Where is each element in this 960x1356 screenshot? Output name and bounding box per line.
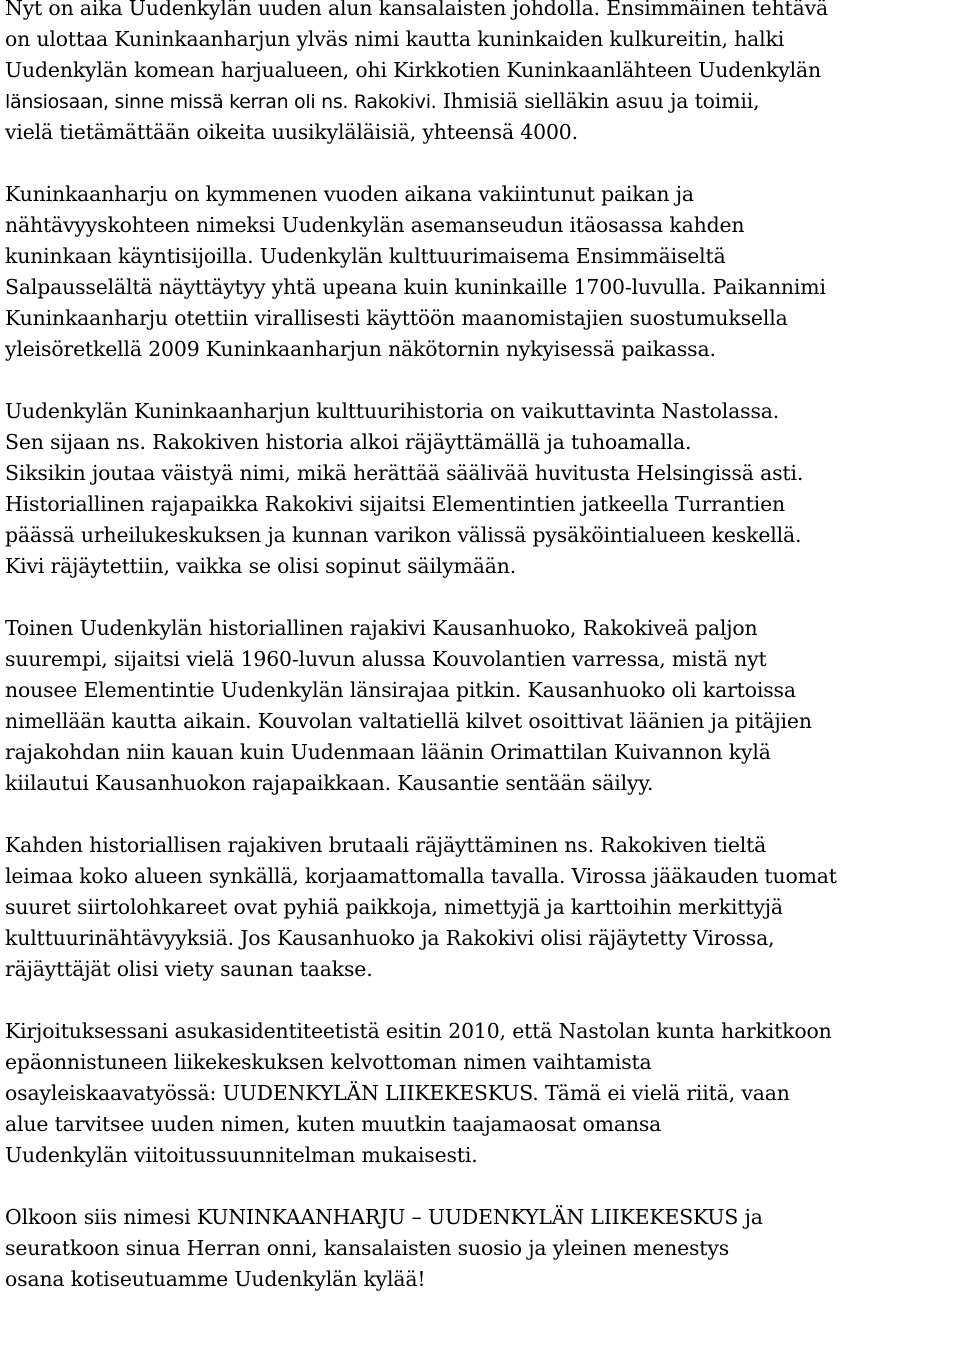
text-line: Kuninkaanharju on kymmenen vuoden aikana vakiintunut paikan ja: [5, 182, 694, 206]
text-line: Siksikin joutaa väistyä nimi, mikä herättää säälivää huvitusta Helsingissä asti.: [5, 461, 804, 485]
text-line: Nyt on aika Uudenkylän uuden alun kansalaisten johdolla. Ensimmäinen tehtävä: [5, 0, 828, 20]
text-line: yleisöretkellä 2009 Kuninkaanharjun näkötornin nykyisessä paikassa.: [5, 337, 716, 361]
text-line: Kivi räjäytettiin, vaikka se olisi sopinut säilymään.: [5, 554, 517, 578]
text-line: Sen sijaan ns. Rakokiven historia alkoi räjäyttämällä ja tuhoamalla.: [5, 430, 692, 454]
text-line: länsiosaan, sinne missä kerran oli ns. Rakokivi. Ihmisiä sielläkin asuu ja toimii,: [5, 89, 760, 113]
text-line: Salpausselältä näyttäytyy yhtä upeana kuin kuninkaille 1700-luvulla. Paikannimi: [5, 275, 826, 299]
text-line: Kuninkaanharju otettiin virallisesti käyttöön maanomistajien suostumuksella: [5, 306, 788, 330]
text-line: osayleiskaavatyössä: UUDENKYLÄN LIIKEKESKUS. Tämä ei vielä riitä, vaan: [5, 1081, 790, 1105]
paragraph-rajakivet: [5, 830, 960, 985]
text-line: Kahden historiallisen rajakiven brutaali räjäyttäminen ns. Rakokiven tieltä: [5, 833, 767, 857]
text-line: nousee Elementintie Uudenkylän länsirajaa pitkin. Kausanhuoko oli kartoissa: [5, 678, 796, 702]
text-line: osana kotiseutuamme Uudenkylän kylää!: [5, 1267, 426, 1291]
text-line: seuratkoon sinua Herran onni, kansalaisten suosio ja yleinen menestys: [5, 1236, 730, 1260]
text-line: vielä tietämättään oikeita uusikyläläisiä, yhteensä 4000.: [5, 120, 578, 144]
text-line: nähtävyyskohteen nimeksi Uudenkylän asemanseudun itäosassa kahden: [5, 213, 745, 237]
text-line: räjäyttäjät olisi viety saunan taakse.: [5, 957, 373, 981]
paragraph-kuninkaanharju: [5, 179, 960, 365]
paragraph-liikekeskus: [5, 1016, 960, 1171]
text-line: nimellään kautta aikain. Kouvolan valtatiellä kilvet osoittivat läänien ja pitäjien: [5, 709, 812, 733]
text-line: kulttuurinähtävyyksiä. Jos Kausanhuoko ja Rakokivi olisi räjäytetty Virossa,: [5, 926, 775, 950]
text-line: leimaa koko alueen synkällä, korjaamattomalla tavalla. Virossa jääkauden tuomat: [5, 864, 837, 888]
text-line: Uudenkylän viitoitussuunnitelman mukaisesti.: [5, 1143, 478, 1167]
text-line: suuret siirtolohkareet ovat pyhiä paikkoja, nimettyjä ja karttoihin merkittyjä: [5, 895, 783, 919]
text-line: rajakohdan niin kauan kuin Uudenmaan läänin Orimattilan Kuivannon kylä: [5, 740, 771, 764]
paragraph-kausanhuoko: [5, 613, 960, 799]
text-line: suurempi, sijaitsi vielä 1960-luvun alussa Kouvolantien varressa, mistä nyt: [5, 647, 767, 671]
text-line: Historiallinen rajapaikka Rakokivi sijaitsi Elementintien jatkeella Turrantien: [5, 492, 785, 516]
text-line: on ulottaa Kuninkaanharjun ylväs nimi kautta kuninkaiden kulkureitin, halki: [5, 27, 785, 51]
text-line: Kirjoituksessani asukasidentiteetistä esitin 2010, että Nastolan kunta harkitkoon: [5, 1019, 832, 1043]
text-line: kiilautui Kausanhuokon rajapaikkaan. Kausantie sentään säilyy.: [5, 771, 654, 795]
text-line: kuninkaan käyntisijoilla. Uudenkylän kulttuurimaisema Ensimmäiseltä: [5, 244, 726, 268]
paragraph-intro: [5, 0, 960, 148]
text-line: epäonnistuneen liikekeskuksen kelvottoman nimen vaihtamista: [5, 1050, 652, 1074]
paragraph-rakokivi: [5, 396, 960, 582]
text-line: päässä urheilukeskuksen ja kunnan varikon välissä pysäköintialueen keskellä.: [5, 523, 802, 547]
text-line: Toinen Uudenkylän historiallinen rajakivi Kausanhuoko, Rakokiveä paljon: [5, 616, 758, 640]
paragraph-closing: [5, 1202, 960, 1295]
text-line: alue tarvitsee uuden nimen, kuten muutkin taajamaosat omansa: [5, 1112, 662, 1136]
text-line: Olkoon siis nimesi KUNINKAANHARJU – UUDENKYLÄN LIIKEKESKUS ja: [5, 1205, 763, 1229]
text-line: Uudenkylän komean harjualueen, ohi Kirkkotien Kuninkaanlähteen Uudenkylän: [5, 58, 821, 82]
text-line: Uudenkylän Kuninkaanharjun kulttuurihistoria on vaikuttavinta Nastolassa.: [5, 399, 780, 423]
document-body: [5, 0, 960, 1295]
